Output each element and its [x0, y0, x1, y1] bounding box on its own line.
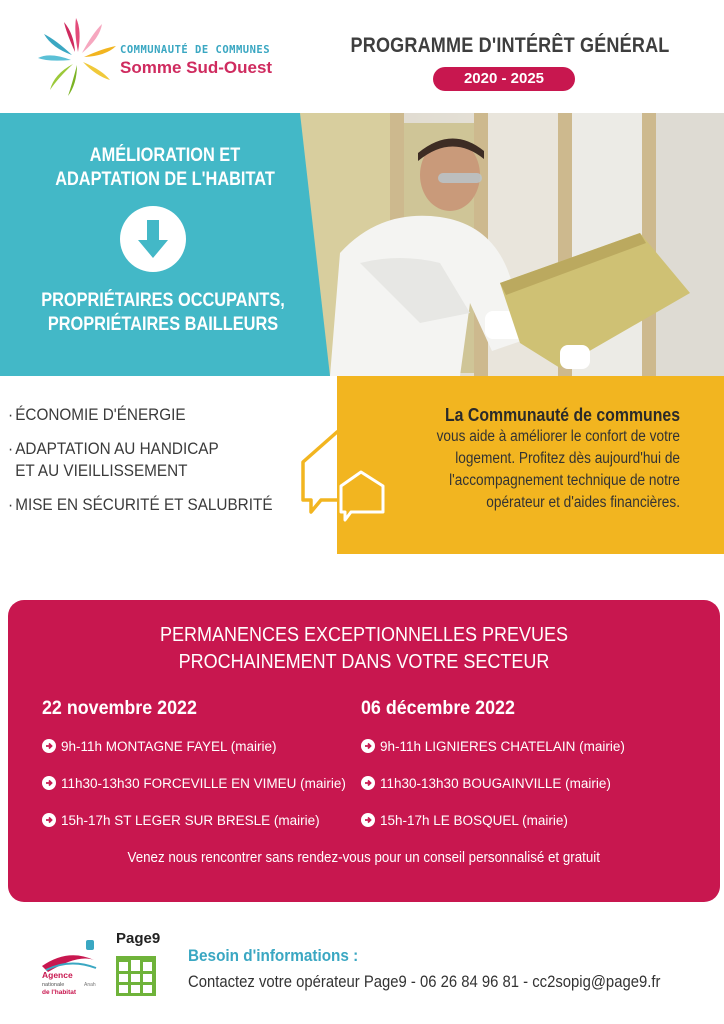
- arrow-circle-icon: [42, 776, 56, 790]
- chat-house-icon: [297, 424, 387, 528]
- support-text: [380, 404, 680, 514]
- schedule-slot-text: 15h-17h ST LEGER SUR BRESLE (mairie): [61, 812, 320, 828]
- support-heading: La Communauté de communes: [444, 405, 680, 425]
- info-heading: Besoin d'informations :: [188, 946, 359, 965]
- benefit-safety: · MISE EN SÉCURITÉ ET SALUBRITÉ: [8, 495, 273, 514]
- arrow-circle-icon: [42, 813, 56, 827]
- schedule-slot: [361, 773, 701, 793]
- hero-audience-line1: PROPRIÉTAIRES OCCUPANTS,: [41, 290, 285, 311]
- arrow-circle-icon: [361, 813, 375, 827]
- org-logo: [34, 14, 274, 100]
- contact-line: Contactez votre opérateur Page9 - 06 26 84 96 81 - cc2sopig@page9.fr: [188, 973, 661, 991]
- schedule-slot-text: 11h30-13h30 FORCEVILLE EN VIMEU (mairie): [61, 775, 346, 791]
- support-line: vous aide à améliorer le confort de votre: [436, 428, 680, 445]
- support-line: logement. Profitez dès aujourd'hui de: [455, 450, 680, 467]
- hero-title: [40, 144, 289, 192]
- arrow-circle-icon: [42, 739, 56, 753]
- schedule-slot-text: 9h-11h LIGNIERES CHATELAIN (mairie): [380, 738, 625, 754]
- page9-houses-icon: [116, 956, 156, 996]
- schedule-slot-text: 15h-17h LE BOSQUEL (mairie): [380, 812, 568, 828]
- hero-audience-line2: PROPRIÉTAIRES BAILLEURS: [47, 314, 279, 335]
- schedule-slot-text: 9h-11h MONTAGNE FAYEL (mairie): [61, 738, 277, 754]
- benefits-list: [8, 404, 338, 528]
- permanences-title-line2: PROCHAINEMENT DANS VOTRE SECTEUR: [178, 651, 550, 673]
- hero-title-line2: ADAPTATION DE L'HABITAT: [55, 169, 275, 190]
- svg-text:nationale: nationale: [42, 982, 65, 988]
- svg-text:de l'habitat: de l'habitat: [42, 989, 77, 996]
- hero-audience: [31, 289, 294, 337]
- arrow-circle-icon: [361, 776, 375, 790]
- permanences-title-line1: PERMANENCES EXCEPTIONNELLES PREVUES: [159, 624, 569, 646]
- support-line: opérateur et d'aides financières.: [486, 494, 680, 511]
- schedule-column-right: [361, 698, 701, 847]
- schedule-slot: [361, 810, 701, 830]
- schedule-slot: [42, 773, 382, 793]
- schedule-column-left: [42, 698, 382, 847]
- benefit-ageing: ET AU VIEILLISSEMENT: [15, 461, 188, 480]
- hero-title-line1: AMÉLIORATION ET: [89, 145, 241, 166]
- org-name-line1: COMMUNAUTÉ DE COMMUNES: [120, 44, 271, 56]
- support-line: l'accompagnement technique de notre: [449, 472, 680, 489]
- arrow-circle-icon: [361, 739, 375, 753]
- page9-logo: [116, 930, 161, 1000]
- schedule-date: 06 décembre 2022: [361, 698, 515, 719]
- permanences-title: [8, 622, 720, 676]
- down-arrow-icon: [120, 206, 186, 272]
- program-title: PROGRAMME D'INTÉRÊT GÉNÉRAL: [350, 34, 670, 57]
- schedule-slot-text: 11h30-13h30 BOUGAINVILLE (mairie): [380, 775, 611, 791]
- benefit-energy: · ÉCONOMIE D'ÉNERGIE: [8, 405, 186, 424]
- org-name-line2: Somme Sud-Ouest: [120, 58, 273, 77]
- schedule-slot: [361, 736, 701, 756]
- program-years-badge: 2020 - 2025: [433, 67, 575, 91]
- page9-label: Page9: [116, 930, 161, 947]
- permanences-panel: [8, 600, 720, 902]
- schedule-slot: [42, 810, 382, 830]
- permanences-footer: Venez nous rencontrer sans rendez-vous pour un conseil personnalisé et gratuit: [127, 850, 601, 866]
- anah-logo: [38, 938, 100, 1000]
- schedule-date: 22 novembre 2022: [42, 698, 197, 719]
- schedule-slot: [42, 736, 382, 756]
- anah-logo-text: Agence: [42, 970, 73, 980]
- svg-text:Anah: Anah: [84, 982, 96, 988]
- sun-rays-logo-icon: [34, 14, 124, 100]
- benefit-handicap: · ADAPTATION AU HANDICAP: [8, 439, 219, 458]
